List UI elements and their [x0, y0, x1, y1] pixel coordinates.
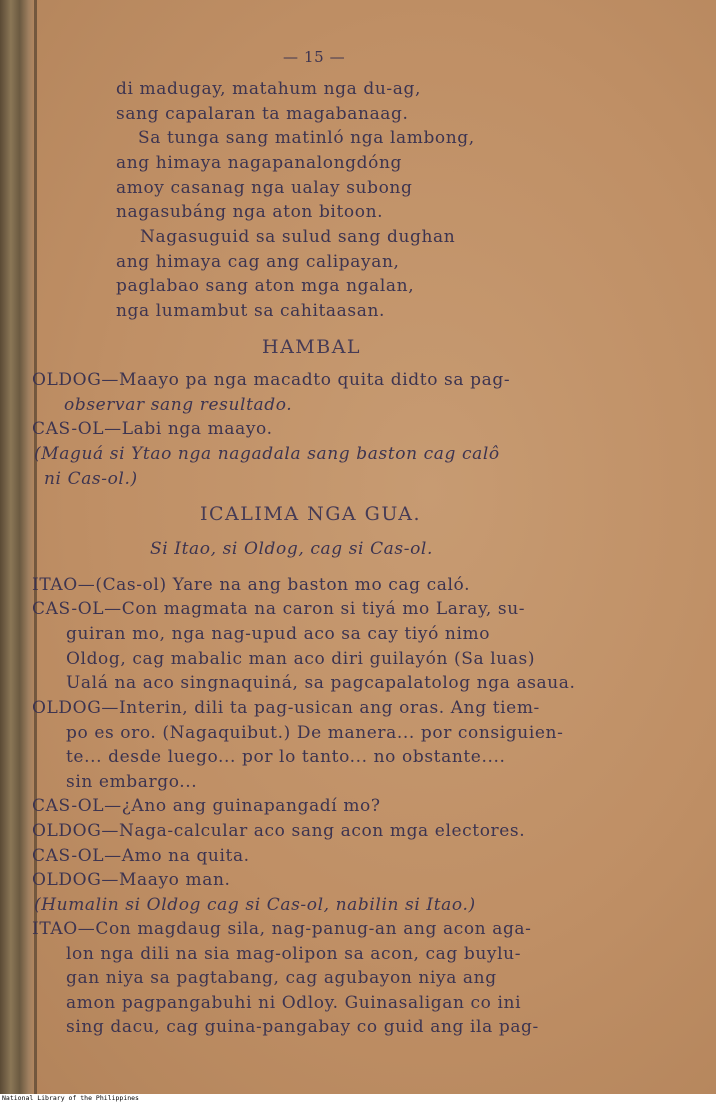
dialogue-line: sing dacu, cag guina-pangabay co guid ang ila pag-	[66, 1017, 539, 1037]
verse-line: sang capalaran ta magabanaag.	[116, 104, 409, 124]
dialogue-line: sin embargo...	[66, 772, 198, 792]
dialogue-line: CAS-OL—Amo na quita.	[32, 846, 250, 866]
dialogue-line: OLDOG—Naga-calcular aco sang acon mga electores.	[32, 821, 526, 841]
dialogue-line: lon nga dili na sia mag-olipon sa acon, cag buylu-	[66, 944, 522, 964]
verse-line: nagasubáng nga aton bitoon.	[116, 202, 384, 222]
stage-direction: ni Cas-ol.)	[44, 469, 138, 489]
dialogue-line: ITAO—Con magdaug sila, nag-panug-an ang acon aga-	[32, 919, 532, 939]
dialogue-line: guiran mo, nga nag-upud aco sa cay tiyó nimo	[66, 624, 491, 644]
verse-line: paglabao sang aton mga ngalan,	[116, 276, 415, 296]
verse-line: Sa tunga sang matinló nga lambong,	[138, 128, 475, 148]
verse-line: Nagasuguid sa sulud sang dughan	[140, 227, 456, 247]
dialogue-line: CAS-OL—¿Ano ang guinapangadí mo?	[32, 796, 381, 816]
dialogue-line: observar sang resultado.	[64, 395, 293, 415]
scene-title: ICALIMA NGA GUA.	[200, 503, 422, 525]
dialogue-line: Oldog, cag mabalic man aco diri guilayón (Sa luas)	[66, 649, 536, 669]
dialogue-line: po es oro. (Nagaquibut.) De manera... por consiguien-	[66, 723, 564, 743]
dialogue-line: Ualá na aco singnaquiná, sa pagcapalatolog nga asaua.	[66, 673, 576, 693]
scene-subtitle: Si Itao, si Oldog, cag si Cas-ol.	[150, 539, 433, 559]
dialogue-line: OLDOG—Interin, dili ta pag-usican ang oras. Ang tiem-	[32, 698, 540, 718]
verse-line: ang himaya cag ang calipayan,	[116, 252, 400, 272]
verse-line: ang himaya nagapanalongdóng	[116, 153, 403, 173]
book-binding	[0, 0, 36, 1094]
dialogue-line: OLDOG—Maayo man.	[32, 870, 231, 890]
stage-direction: (Maguá si Ytao nga nagadala sang baston cag calô	[34, 444, 500, 464]
verse-line: nga lumambut sa cahitaasan.	[116, 301, 386, 321]
dialogue-line: CAS-OL—Con magmata na caron si tiyá mo Laray, su-	[32, 599, 526, 619]
dialogue-line: CAS-OL—Labi nga maayo.	[32, 419, 273, 439]
dialogue-line: ITAO—(Cas-ol) Yare na ang baston mo cag caló.	[32, 575, 471, 595]
verse-line: di madugay, matahum nga du-ag,	[116, 79, 421, 99]
footer-credit: National Library of the Philippines	[2, 1094, 139, 1102]
verse-line: amoy casanag nga ualay subong	[116, 178, 413, 198]
dialogue-line: gan niya sa pagtabang, cag agubayon niya ang	[66, 968, 497, 988]
section-title: HAMBAL	[262, 336, 362, 358]
dialogue-line: te... desde luego... por lo tanto... no obstante....	[66, 747, 506, 767]
dialogue-line: amon pagpangabuhi ni Odloy. Guinasaligan co ini	[66, 993, 522, 1013]
stage-direction: (Humalin si Oldog cag si Cas-ol, nabilin si Itao.)	[34, 895, 476, 915]
page-number: — 15 —	[283, 48, 346, 66]
dialogue-line: OLDOG—Maayo pa nga macadto quita didto sa pag-	[32, 370, 511, 390]
